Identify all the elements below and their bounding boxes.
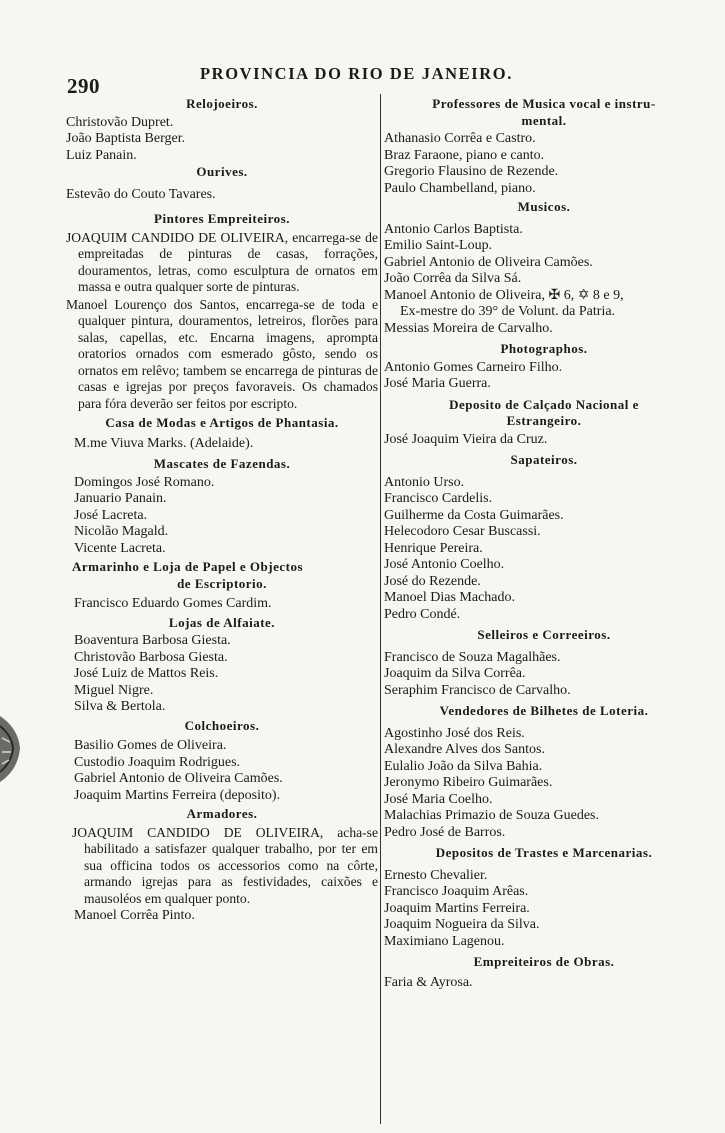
list-item: Guilherme da Costa Guimarães. <box>384 507 564 523</box>
section-heading-professores: Professores de Musica vocal e instru- <box>432 96 656 111</box>
list-item: Faria & Ayrosa. <box>384 974 473 990</box>
list-item: Agostinho José dos Reis. <box>384 725 525 741</box>
list-item: Antonio Urso. <box>384 474 465 490</box>
list-item: Silva & Bertola. <box>74 699 166 714</box>
advert-text: acha-se habilitado a satisfazer qualquer trabalho, por ter em sua officina todos os accessorios como na côrte, armando igrejas para as festividades, caixões e mausoléos em qualquer ponto. <box>84 824 378 906</box>
left-column <box>66 96 378 925</box>
list-item: Luiz Panain. <box>66 147 137 163</box>
advert-paragraph <box>66 230 378 296</box>
section-heading-trastes: Depositos de Trastes e Marcenarias. <box>435 845 653 860</box>
advert-paragraph <box>66 825 378 908</box>
list-item: Malachias Primazio de Souza Guedes. <box>384 808 599 823</box>
list-item: Boaventura Barbosa Giesta. <box>74 633 231 648</box>
section-heading-calcado-cont: Estrangeiro. <box>506 413 582 428</box>
section-heading-modas: Casa de Modas e Artigos de Phantasia. <box>105 415 339 430</box>
list-item: Christovão Dupret. <box>66 114 174 130</box>
section-heading-armadores: Armadores. <box>186 806 258 821</box>
section-heading-relojoeiros: Relojoeiros. <box>186 96 258 111</box>
section-heading-selleiros: Selleiros e Correeiros. <box>477 627 611 642</box>
list-item: Basilio Gomes de Oliveira. <box>74 738 227 753</box>
list-item: Emilio Saint-Loup. <box>384 238 493 253</box>
list-item: Joaquim da Silva Corrêa. <box>384 666 526 681</box>
list-item: Francisco Joaquim Arêas. <box>384 884 529 899</box>
section-heading-armarinho: Armarinho e Loja de Papel e Objectos <box>72 559 304 574</box>
binding-ornament-icon <box>0 708 22 788</box>
section-heading-colchoeiros: Colchoeiros. <box>184 717 260 733</box>
list-item: José Antonio Coelho. <box>384 557 505 572</box>
list-item: Francisco Eduardo Gomes Cardim. <box>74 596 272 611</box>
section-heading-alfaiate: Lojas de Alfaiate. <box>168 614 276 630</box>
list-item: Pedro José de Barros. <box>384 824 506 840</box>
list-item: Gabriel Antonio de Oliveira Camões. <box>74 771 283 786</box>
list-item: Joaquim Nogueira da Silva. <box>384 917 540 932</box>
list-item: José Maria Guerra. <box>384 376 491 391</box>
list-item-detail: Ex-mestre do 39° de Volunt. da Patria. <box>400 304 616 319</box>
list-item: Braz Faraone, piano e canto. <box>384 147 545 163</box>
list-item: Antonio Gomes Carneiro Filho. <box>384 359 563 375</box>
list-item: Gregorio Flausino de Rezende. <box>384 164 559 179</box>
list-item: Helecodoro Cesar Buscassi. <box>384 524 541 539</box>
advert-text: encarrega-se de toda e qualquer pintura, douramentos, letreiros, florões para salas, capellas, etc. Encarna imagens, aprompta oratorios ornados com esmerado gôsto, sendo os ornatos em relêvo; tambem se encarrega de pinturas de casas e igrejas por preços favoraveis. Os chamados para fóra deverão ser feitos por escripto. <box>78 296 378 411</box>
list-item: Francisco Cardelis. <box>384 491 493 506</box>
section-heading-sapateiros: Sapateiros. <box>510 452 578 467</box>
advert-paragraph <box>66 297 378 413</box>
list-item: Vicente Lacreta. <box>74 540 166 556</box>
right-column <box>384 96 704 991</box>
list-item: Paulo Chambelland, piano. <box>384 180 536 196</box>
list-item: Custodio Joaquim Rodrigues. <box>74 754 241 770</box>
list-item: Jeronymo Ribeiro Guimarães. <box>384 775 553 790</box>
list-item: Januario Panain. <box>74 491 167 506</box>
list-item: Estevão do Couto Tavares. <box>66 186 216 202</box>
section-heading-ourives: Ourives. <box>196 164 248 179</box>
list-item: José Maria Coelho. <box>384 791 493 807</box>
list-item: Ernesto Chevalier. <box>384 867 488 883</box>
section-heading-armarinho-cont: de Escriptorio. <box>177 575 267 591</box>
list-item: Francisco de Souza Magalhães. <box>384 649 561 665</box>
list-item: Miguel Nigre. <box>74 682 154 698</box>
section-heading-musicos: Musicos. <box>517 199 571 214</box>
section-heading-mascates: Mascates de Fazendas. <box>153 456 291 471</box>
list-item: Manoel Antonio de Oliveira, ✠ 6, ✡ 8 e 9, <box>384 287 624 303</box>
list-item: Henrique Pereira. <box>384 540 483 556</box>
section-heading-calcado: Deposito de Calçado Nacional e <box>449 396 639 412</box>
list-item: Messias Moreira de Carvalho. <box>384 320 553 336</box>
section-heading-pintores: Pintores Empreiteiros. <box>154 211 290 226</box>
list-item: João Corrêa da Silva Sá. <box>384 271 522 286</box>
list-item: Eulalio João da Silva Bahia. <box>384 758 543 774</box>
section-heading-professores-cont: mental. <box>521 112 567 128</box>
advert-name: JOAQUIM CANDIDO DE OLIVEIRA, <box>66 229 289 245</box>
section-heading-photographos: Photographos. <box>500 341 588 356</box>
column-rule <box>380 94 381 1124</box>
list-item: Joaquim Martins Ferreira (deposito). <box>74 787 281 803</box>
advert-text: encarrega-se de empreitadas de pinturas de casas, forrações, douramentos, letras, como esculptura de ornatos em massa e outra qualquer sorte de pinturas. <box>78 229 378 294</box>
list-item: Antonio Carlos Baptista. <box>384 221 523 237</box>
running-title: PROVINCIA DO RIO DE JANEIRO. <box>200 64 513 83</box>
list-item: Manoel Corrêa Pinto. <box>74 908 195 923</box>
list-item: José do Rezende. <box>384 573 481 589</box>
list-item: José Joaquim Vieira da Cruz. <box>384 431 548 447</box>
list-item: Domingos José Romano. <box>74 474 215 490</box>
page-number: 290 <box>67 74 100 98</box>
list-item: João Baptista Berger. <box>66 131 186 146</box>
list-item: M.me Viuva Marks. (Adelaide). <box>74 435 254 451</box>
list-item: Maximiano Lagenou. <box>384 933 505 949</box>
list-item: Joaquim Martins Ferreira. <box>384 900 530 916</box>
list-item: Christovão Barbosa Giesta. <box>74 649 228 665</box>
list-item: Athanasio Corrêa e Castro. <box>384 131 536 146</box>
section-heading-loteria: Vendedores de Bilhetes de Loteria. <box>439 703 649 718</box>
advert-name: Manoel Lourenço dos Santos, <box>66 296 240 312</box>
advert-name: JOAQUIM CANDIDO DE OLIVEIRA, <box>72 824 324 840</box>
list-item: José Luiz de Mattos Reis. <box>74 666 219 681</box>
list-item: Gabriel Antonio de Oliveira Camões. <box>384 254 593 270</box>
list-item: Alexandre Alves dos Santos. <box>384 742 545 757</box>
list-item: José Lacreta. <box>74 507 148 523</box>
list-item: Nicolão Magald. <box>74 524 169 539</box>
section-heading-empreiteiros: Empreiteiros de Obras. <box>473 954 615 969</box>
list-item: Seraphim Francisco de Carvalho. <box>384 682 571 698</box>
list-item: Manoel Dias Machado. <box>384 590 516 605</box>
list-item: Pedro Condé. <box>384 606 461 622</box>
